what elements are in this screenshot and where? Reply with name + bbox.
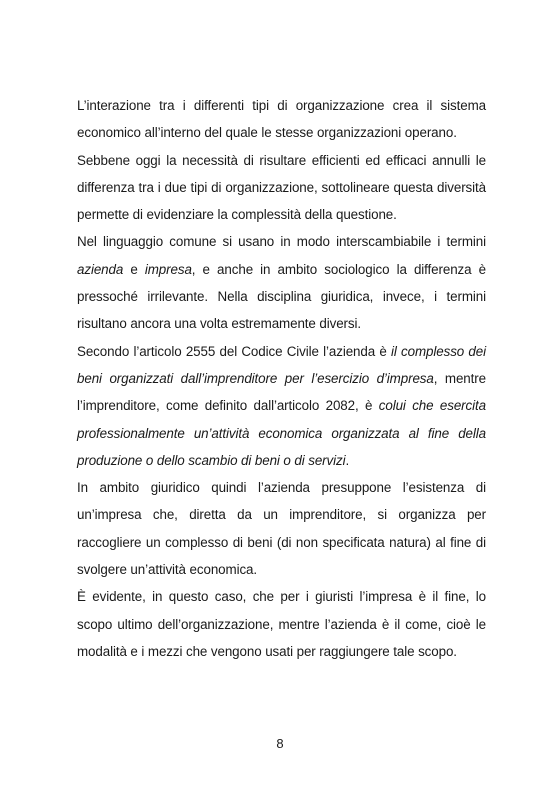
paragraph — [77, 474, 486, 583]
text-run: , mentre l’imprenditore, come definito dall’articolo 2082, è — [77, 370, 486, 414]
text-run: Nel linguaggio comune si usano in modo interscambiabile i termini — [77, 234, 486, 250]
paragraph — [77, 583, 486, 665]
paragraph — [77, 92, 486, 147]
italic-text: colui che esercita professionalmente un’attività economica organizzata al fine della produzione o dello scambio di beni o di servizi — [77, 398, 486, 468]
text-run: e — [123, 261, 145, 277]
italic-text: azienda — [77, 261, 124, 277]
italic-text: impresa — [144, 261, 192, 277]
text-run: È evidente, in questo caso, che per i giuristi l’impresa è il fine, lo scopo ultimo dell’organizzazione, mentre l’azienda è il come, cioè le modalità e i mezzi che vengono usati per raggiungere tale scopo. — [77, 589, 486, 659]
paragraph — [77, 228, 486, 337]
paragraph — [77, 338, 486, 474]
text-run: . — [345, 452, 350, 468]
italic-text: il complesso dei beni organizzati dall’imprenditore per l’esercizio d’impresa — [77, 343, 486, 386]
text-run: Sebbene oggi la necessità di risultare efficienti ed efficaci annulli le differenza tra i due tipi di organizzazione, sottolineare questa diversità permette di evidenziare la complessità della questione. — [77, 152, 486, 223]
paragraph — [77, 147, 486, 229]
text-run: In ambito giuridico quindi l’azienda presuppone l’esistenza di un’impresa che, diretta da un imprenditore, si organizza per raccogliere un complesso di beni (di non specificata natura) al fine di svolgere un’attività economica. — [77, 480, 486, 578]
page-number: 8 — [276, 736, 284, 751]
text-run: L’interazione tra i differenti tipi di organizzazione crea il sistema economico all’interno del quale le stesse organizzazioni operano. — [77, 98, 486, 141]
body-text — [77, 92, 486, 665]
text-run: , e anche in ambito sociologico la differenza è pressoché irrilevante. Nella disciplina giuridica, invece, i termini risultano ancora una volta estremamente diversi. — [77, 261, 486, 332]
text-run: Secondo l’articolo 2555 del Codice Civile l’azienda è — [77, 343, 391, 359]
